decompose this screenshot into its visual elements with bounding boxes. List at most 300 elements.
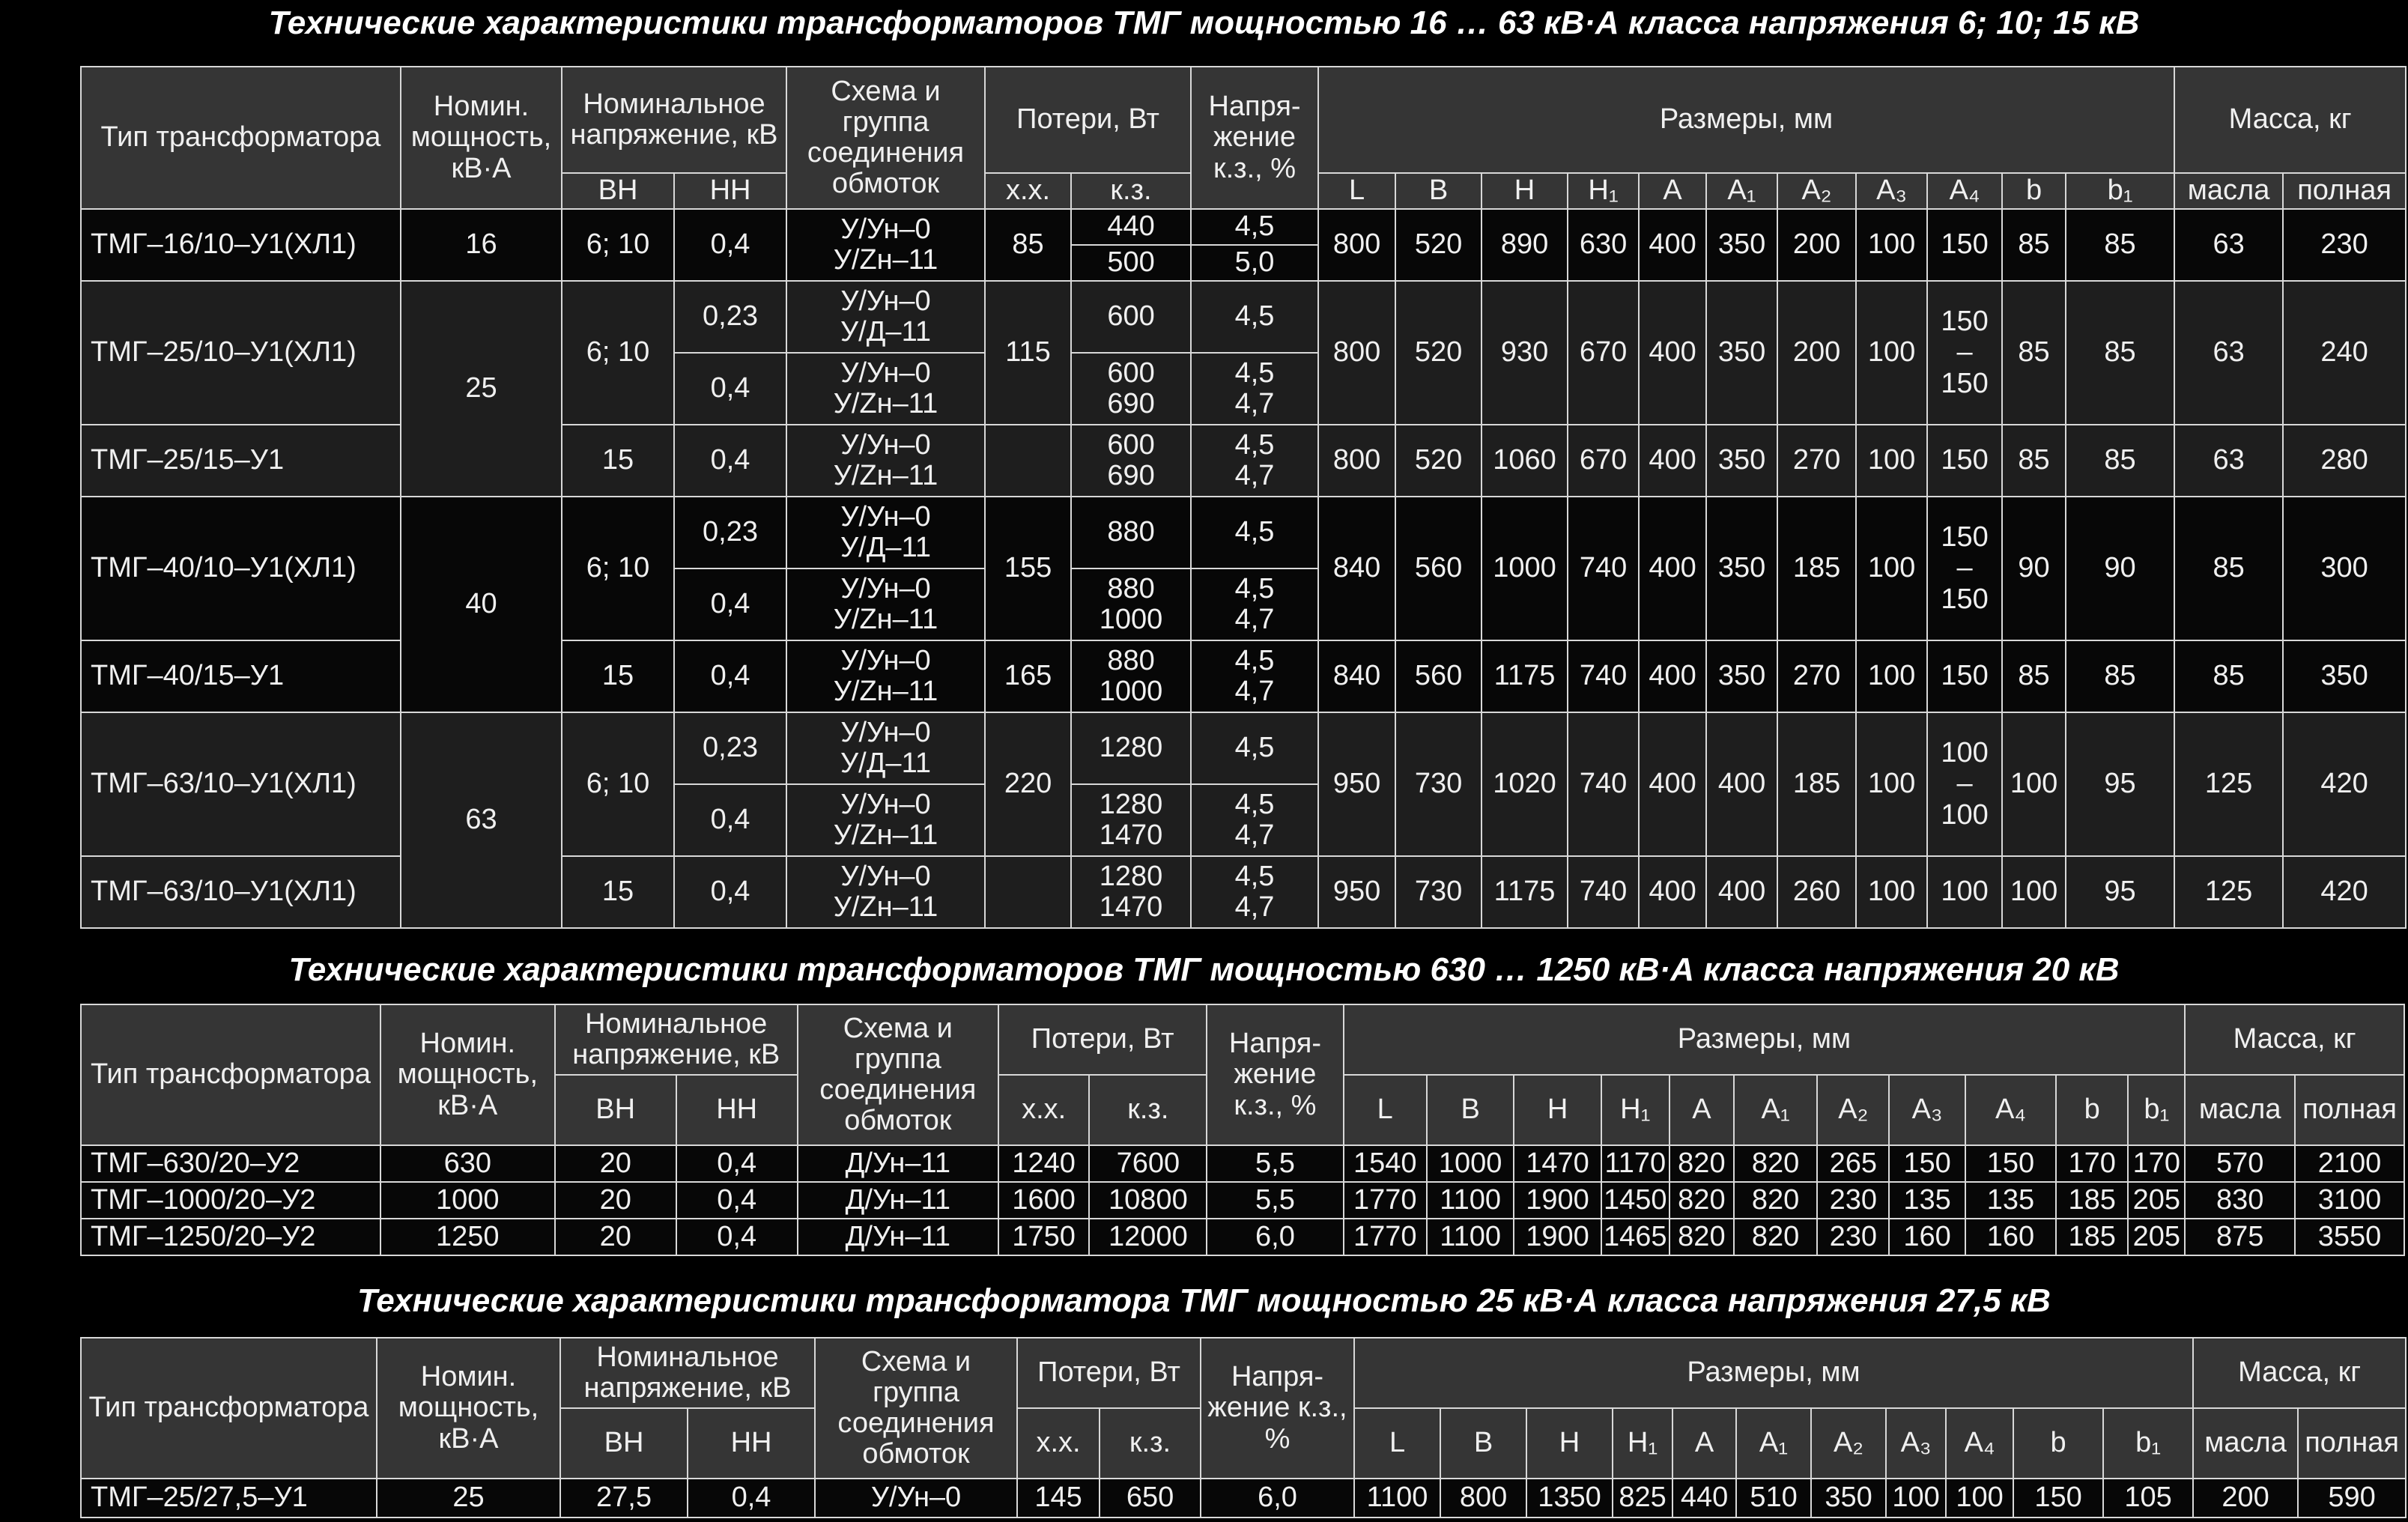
uk-line: 4,7 — [1234, 460, 1275, 491]
dim-A4: 100 — [1946, 1479, 2013, 1518]
kz-cell — [1071, 856, 1191, 928]
dim-H: 1020 — [1482, 712, 1568, 856]
table1-title: Технические характеристики трансформаторов ТМГ мощностью 16 … 63 кВ·А класса напряжения 6; 10; 15 кВ — [268, 4, 2140, 41]
dim-H1: 1465 — [1601, 1219, 1669, 1255]
hdr-losses: Потери, Вт — [998, 1004, 1207, 1075]
mass-full: 280 — [2283, 425, 2406, 497]
uk-cell — [1191, 856, 1318, 928]
dim-H1: 1170 — [1601, 1145, 1669, 1182]
hdr-b1: b₁ — [2103, 1408, 2193, 1479]
dim-b: 100 — [2002, 712, 2066, 856]
dim-A2: 200 — [1777, 209, 1856, 281]
mass-full: 420 — [2283, 856, 2406, 928]
nn-cell: 0,23 — [674, 281, 786, 353]
hdr-A3: A₃ — [1856, 173, 1927, 209]
dim-b: 85 — [2002, 209, 2066, 281]
mass-oil: 570 — [2185, 1145, 2295, 1182]
mass-oil: 63 — [2174, 209, 2283, 281]
dim-b1: 95 — [2066, 712, 2174, 856]
dim-H: 1350 — [1526, 1479, 1613, 1518]
dim-A1: 350 — [1706, 497, 1777, 640]
hdr-A1: A₁ — [1706, 173, 1777, 209]
hdr-H1: H₁ — [1601, 1075, 1669, 1145]
kz-line: 1280 — [1099, 860, 1163, 892]
hdr-b: b — [2056, 1075, 2128, 1145]
dim-H: 1000 — [1482, 497, 1568, 640]
kz-line: 880 — [1107, 572, 1155, 604]
type-cell: ТМГ–25/10–У1(ХЛ1) — [81, 281, 401, 425]
dim-B: 800 — [1440, 1479, 1526, 1518]
hdr-losses: Потери, Вт — [1017, 1338, 1201, 1408]
dim-A: 400 — [1639, 281, 1706, 425]
dim-A3: 100 — [1856, 712, 1927, 856]
hdr-mass: Масса, кг — [2174, 67, 2406, 173]
dim-L: 800 — [1318, 425, 1395, 497]
type-cell: ТМГ–63/10–У1(ХЛ1) — [81, 712, 401, 856]
nn-cell: 0,4 — [688, 1479, 815, 1518]
uk-line: 4,5 — [1234, 860, 1275, 892]
xx-cell-empty — [985, 856, 1071, 928]
mass-full: 3100 — [2295, 1182, 2404, 1219]
dim-H: 1060 — [1482, 425, 1568, 497]
table2-title: Технические характеристики трансформаторов ТМГ мощностью 630 … 1250 кВ·А класса напряжения 20 кВ — [288, 951, 2120, 988]
dim-L: 950 — [1318, 856, 1395, 928]
dim-L: 800 — [1318, 281, 1395, 425]
hdr-A: A — [1639, 173, 1706, 209]
hdr-A3: A₃ — [1889, 1075, 1965, 1145]
uk-cell: 4,5 — [1191, 281, 1318, 353]
dim-H: 890 — [1482, 209, 1568, 281]
dim-A4: 150 — [1965, 1145, 2056, 1182]
scheme-line: У/Ун–0 — [840, 644, 931, 676]
hdr-b: b — [2002, 173, 2066, 209]
hdr-power: Номин. мощность, кВ·А — [377, 1338, 560, 1479]
table3-title: Технические характеристики трансформатора ТМГ мощностью 25 кВ·А класса напряжения 27,5 кВ — [357, 1282, 2051, 1319]
scheme-line: У/Zн–11 — [833, 460, 938, 491]
dim-A4: 160 — [1965, 1219, 2056, 1255]
hdr-A2: A₂ — [1811, 1408, 1886, 1479]
mass-full: 590 — [2298, 1479, 2406, 1518]
scheme-line: У/Ун–0 — [840, 716, 931, 748]
uk-cell: 5,5 — [1207, 1145, 1343, 1182]
dim-A4-line: 150 — [1941, 583, 1989, 615]
dim-b: 85 — [2002, 281, 2066, 425]
dim-A2: 200 — [1777, 281, 1856, 425]
uk-cell — [1191, 784, 1318, 856]
nn-cell: 0,23 — [674, 712, 786, 784]
hdr-nn: НН — [676, 1075, 798, 1145]
scheme-cell — [786, 784, 985, 856]
scheme-line: У/Zн–11 — [833, 244, 938, 276]
uk-cell: 5,0 — [1191, 245, 1318, 281]
vn-cell: 27,5 — [560, 1479, 688, 1518]
vn-cell: 6; 10 — [562, 281, 674, 425]
xx-cell: 1240 — [998, 1145, 1089, 1182]
dim-b1: 205 — [2128, 1182, 2185, 1219]
hdr-oil: масла — [2174, 173, 2283, 209]
scheme-line: У/Д–11 — [840, 316, 932, 348]
nn-cell: 0,23 — [674, 497, 786, 569]
dim-H1: 670 — [1568, 281, 1639, 425]
dim-A3: 150 — [1889, 1145, 1965, 1182]
uk-line: 4,7 — [1234, 676, 1275, 707]
hdr-type: Тип трансформатора — [81, 67, 401, 209]
kz-cell: 12000 — [1089, 1219, 1207, 1255]
dim-A3: 100 — [1856, 640, 1927, 712]
hdr-scheme: Схема и группа соединения обмоток — [798, 1004, 998, 1145]
hdr-mass: Масса, кг — [2193, 1338, 2406, 1408]
mass-oil: 875 — [2185, 1219, 2295, 1255]
uk-cell — [1191, 425, 1318, 497]
dim-A4: 150 — [1927, 640, 2002, 712]
dim-A3: 100 — [1856, 425, 1927, 497]
kz-cell: 1280 — [1071, 712, 1191, 784]
dim-A4 — [1927, 497, 2002, 640]
dim-A3: 135 — [1889, 1182, 1965, 1219]
nn-cell: 0,4 — [676, 1145, 798, 1182]
dim-A1: 820 — [1734, 1219, 1817, 1255]
hdr-b1: b₁ — [2128, 1075, 2185, 1145]
dim-A: 400 — [1639, 640, 1706, 712]
dim-A: 400 — [1639, 497, 1706, 640]
scheme-line: У/Ун–0 — [840, 428, 931, 461]
type-cell: ТМГ–16/10–У1(ХЛ1) — [81, 209, 401, 281]
dim-A2: 260 — [1777, 856, 1856, 928]
power-cell: 630 — [380, 1145, 555, 1182]
hdr-A4: A₄ — [1927, 173, 2002, 209]
kz-line: 690 — [1107, 388, 1155, 419]
hdr-L: L — [1354, 1408, 1440, 1479]
hdr-xx: х.х. — [1017, 1408, 1100, 1479]
dim-H1: 740 — [1568, 640, 1639, 712]
hdr-A4: A₄ — [1946, 1408, 2013, 1479]
kz-cell — [1071, 569, 1191, 640]
hdr-oil: масла — [2185, 1075, 2295, 1145]
vn-cell: 15 — [562, 856, 674, 928]
scheme-cell: Д/Ун–11 — [798, 1182, 998, 1219]
nn-cell: 0,4 — [674, 784, 786, 856]
scheme-cell: Д/Ун–11 — [798, 1145, 998, 1182]
dim-A: 400 — [1639, 856, 1706, 928]
dim-b1: 85 — [2066, 640, 2174, 712]
dim-A2: 270 — [1777, 425, 1856, 497]
hdr-A1: A₁ — [1734, 1075, 1817, 1145]
scheme-cell — [786, 353, 985, 425]
hdr-oil: масла — [2193, 1408, 2298, 1479]
scheme-cell: У/Ун–0 — [815, 1479, 1017, 1518]
dim-A2: 185 — [1777, 712, 1856, 856]
uk-line: 4,7 — [1234, 388, 1275, 419]
dim-H1: 1450 — [1601, 1182, 1669, 1219]
spec-table-16-63 — [80, 66, 2407, 929]
dim-B: 1100 — [1427, 1182, 1514, 1219]
power-cell: 16 — [401, 209, 562, 281]
power-cell: 1250 — [380, 1219, 555, 1255]
hdr-xx: х.х. — [998, 1075, 1089, 1145]
dim-L: 1540 — [1344, 1145, 1427, 1182]
type-cell: ТМГ–25/27,5–У1 — [81, 1479, 377, 1518]
mass-full: 420 — [2283, 712, 2406, 856]
kz-line: 1000 — [1099, 604, 1163, 635]
vn-cell: 6; 10 — [562, 712, 674, 856]
dim-L: 950 — [1318, 712, 1395, 856]
mass-oil: 63 — [2174, 425, 2283, 497]
dim-H: 1175 — [1482, 856, 1568, 928]
vn-cell: 15 — [562, 640, 674, 712]
dim-H1: 825 — [1613, 1479, 1672, 1518]
dim-H1: 740 — [1568, 497, 1639, 640]
dim-L: 1770 — [1344, 1182, 1427, 1219]
hdr-A1: A₁ — [1736, 1408, 1811, 1479]
dim-A4-line: 100 — [1941, 798, 1989, 831]
mass-oil: 125 — [2174, 856, 2283, 928]
dim-L: 1100 — [1354, 1479, 1440, 1518]
power-cell: 1000 — [380, 1182, 555, 1219]
dim-b: 185 — [2056, 1219, 2128, 1255]
hdr-nn: НН — [674, 173, 786, 209]
dim-A4-line: – — [1956, 768, 1973, 800]
hdr-A3: A₃ — [1886, 1408, 1946, 1479]
kz-line: 1280 — [1099, 788, 1163, 820]
hdr-nn: НН — [688, 1408, 815, 1479]
hdr-dims: Размеры, мм — [1344, 1004, 2186, 1075]
mass-full: 350 — [2283, 640, 2406, 712]
dim-b: 170 — [2056, 1145, 2128, 1182]
dim-H: 1175 — [1482, 640, 1568, 712]
xx-cell: 145 — [1017, 1479, 1100, 1518]
hdr-dims: Размеры, мм — [1354, 1338, 2193, 1408]
vn-cell: 6; 10 — [562, 209, 674, 281]
hdr-A: A — [1672, 1408, 1736, 1479]
mass-oil: 85 — [2174, 640, 2283, 712]
uk-line: 4,5 — [1234, 788, 1275, 820]
type-cell: ТМГ–25/15–У1 — [81, 425, 401, 497]
dim-A3: 100 — [1856, 209, 1927, 281]
hdr-scheme: Схема и группа соединения обмоток — [786, 67, 985, 209]
nn-cell: 0,4 — [674, 569, 786, 640]
kz-cell: 440 — [1071, 209, 1191, 245]
uk-cell: 6,0 — [1201, 1479, 1354, 1518]
dim-A3: 100 — [1856, 856, 1927, 928]
kz-cell — [1071, 640, 1191, 712]
dim-H: 1470 — [1514, 1145, 1601, 1182]
dim-A4-line: 100 — [1941, 737, 1989, 769]
dim-A3: 100 — [1856, 281, 1927, 425]
dim-L: 1770 — [1344, 1219, 1427, 1255]
uk-cell: 6,0 — [1207, 1219, 1343, 1255]
scheme-line: У/Ун–0 — [840, 788, 931, 820]
scheme-line: У/Zн–11 — [833, 891, 938, 923]
kz-cell: 7600 — [1089, 1145, 1207, 1182]
spec-table-630-1250 — [80, 1004, 2405, 1256]
dim-b: 90 — [2002, 497, 2066, 640]
dim-B: 520 — [1395, 425, 1482, 497]
mass-full: 3550 — [2295, 1219, 2404, 1255]
dim-A3: 160 — [1889, 1219, 1965, 1255]
uk-line: 4,5 — [1234, 357, 1275, 389]
dim-A1: 350 — [1706, 640, 1777, 712]
mass-oil: 85 — [2174, 497, 2283, 640]
uk-line: 4,7 — [1234, 891, 1275, 923]
scheme-line: У/Ун–0 — [840, 572, 931, 604]
dim-A: 820 — [1669, 1182, 1734, 1219]
dim-H1: 740 — [1568, 856, 1639, 928]
scheme-cell — [786, 640, 985, 712]
hdr-b1: b₁ — [2066, 173, 2174, 209]
dim-A4-line: 150 — [1941, 306, 1989, 338]
type-cell: ТМГ–1000/20–У2 — [81, 1182, 380, 1219]
dim-H: 1900 — [1514, 1219, 1601, 1255]
dim-A4-line: – — [1956, 336, 1973, 369]
dim-A: 400 — [1639, 712, 1706, 856]
dim-b: 185 — [2056, 1182, 2128, 1219]
hdr-A2: A₂ — [1817, 1075, 1889, 1145]
dim-B: 1100 — [1427, 1219, 1514, 1255]
dim-A2: 230 — [1817, 1219, 1889, 1255]
xx-cell: 85 — [985, 209, 1071, 281]
dim-b1: 90 — [2066, 497, 2174, 640]
hdr-A2: A₂ — [1777, 173, 1856, 209]
kz-cell: 650 — [1100, 1479, 1201, 1518]
type-cell: ТМГ–1250/20–У2 — [81, 1219, 380, 1255]
kz-line: 600 — [1107, 428, 1155, 461]
hdr-power: Номин. мощность, кВ·А — [401, 67, 562, 209]
type-cell: ТМГ–63/10–У1(ХЛ1) — [81, 856, 401, 928]
hdr-xx: х.х. — [985, 173, 1071, 209]
mass-oil: 125 — [2174, 712, 2283, 856]
kz-line: 1470 — [1099, 891, 1163, 923]
dim-b1: 85 — [2066, 281, 2174, 425]
scheme-line: У/Zн–11 — [833, 819, 938, 851]
scheme-line: У/Ун–0 — [840, 500, 931, 533]
hdr-H: H — [1526, 1408, 1613, 1479]
nn-cell: 0,4 — [674, 640, 786, 712]
xx-cell: 155 — [985, 497, 1071, 640]
hdr-vn: ВН — [555, 1075, 676, 1145]
vn-cell: 20 — [555, 1219, 676, 1255]
hdr-scheme: Схема и группа соединения обмоток — [815, 1338, 1017, 1479]
dim-A1: 350 — [1706, 425, 1777, 497]
dim-H1: 740 — [1568, 712, 1639, 856]
scheme-cell: Д/Ун–11 — [798, 1219, 998, 1255]
uk-cell: 4,5 — [1191, 712, 1318, 784]
dim-B: 1000 — [1427, 1145, 1514, 1182]
kz-cell: 10800 — [1089, 1182, 1207, 1219]
mass-oil: 63 — [2174, 281, 2283, 425]
hdr-mass: Масса, кг — [2185, 1004, 2404, 1075]
hdr-uk: Напря- жение к.з., % — [1191, 67, 1318, 209]
dim-A4 — [1927, 281, 2002, 425]
kz-line: 1000 — [1099, 676, 1163, 707]
nn-cell: 0,4 — [674, 856, 786, 928]
dim-L: 800 — [1318, 209, 1395, 281]
hdr-kz: к.з. — [1100, 1408, 1201, 1479]
kz-cell: 880 — [1071, 497, 1191, 569]
dim-A: 820 — [1669, 1145, 1734, 1182]
kz-cell — [1071, 784, 1191, 856]
uk-line: 4,5 — [1234, 572, 1275, 604]
xx-cell: 115 — [985, 281, 1071, 425]
hdr-uk: Напря- жение к.з., % — [1201, 1338, 1354, 1479]
kz-line: 880 — [1107, 644, 1155, 676]
mass-oil: 200 — [2193, 1479, 2298, 1518]
uk-line: 4,5 — [1234, 428, 1275, 461]
xx-cell: 1600 — [998, 1182, 1089, 1219]
nn-cell: 0,4 — [674, 209, 786, 281]
hdr-H: H — [1514, 1075, 1601, 1145]
xx-cell-empty — [985, 425, 1071, 497]
scheme-cell — [786, 712, 985, 784]
dim-B: 560 — [1395, 497, 1482, 640]
vn-cell: 6; 10 — [562, 497, 674, 640]
hdr-B: B — [1440, 1408, 1526, 1479]
dim-A: 440 — [1672, 1479, 1736, 1518]
dim-b1: 95 — [2066, 856, 2174, 928]
dim-A4-line: 150 — [1941, 367, 1989, 399]
kz-cell — [1071, 353, 1191, 425]
dim-A2: 270 — [1777, 640, 1856, 712]
scheme-line: У/Ун–0 — [840, 285, 931, 317]
dim-b1: 105 — [2103, 1479, 2193, 1518]
scheme-line: У/Ун–0 — [840, 860, 931, 892]
hdr-A: A — [1669, 1075, 1734, 1145]
hdr-kz: к.з. — [1071, 173, 1191, 209]
dim-L: 840 — [1318, 640, 1395, 712]
dim-A4: 150 — [1927, 209, 2002, 281]
dim-B: 730 — [1395, 856, 1482, 928]
mass-full: 2100 — [2295, 1145, 2404, 1182]
hdr-full: полная — [2295, 1075, 2404, 1145]
hdr-vn: ВН — [560, 1408, 688, 1479]
kz-cell: 600 — [1071, 281, 1191, 353]
nn-cell: 0,4 — [676, 1182, 798, 1219]
scheme-line: У/Ун–0 — [840, 357, 931, 389]
dim-H: 1900 — [1514, 1182, 1601, 1219]
dim-B: 520 — [1395, 209, 1482, 281]
spec-table-27-5kv — [80, 1337, 2407, 1518]
dim-A4-line: 150 — [1941, 521, 1989, 554]
dim-A: 400 — [1639, 425, 1706, 497]
scheme-cell — [786, 425, 985, 497]
hdr-H: H — [1482, 173, 1568, 209]
dim-A1: 820 — [1734, 1145, 1817, 1182]
dim-A3: 100 — [1886, 1479, 1946, 1518]
dim-A4 — [1927, 712, 2002, 856]
dim-A: 400 — [1639, 209, 1706, 281]
hdr-voltage: Номинальное напряжение, кВ — [555, 1004, 798, 1075]
dim-H1: 670 — [1568, 425, 1639, 497]
scheme-cell — [786, 856, 985, 928]
dim-A4: 100 — [1927, 856, 2002, 928]
power-cell: 25 — [377, 1479, 560, 1518]
hdr-H1: H₁ — [1613, 1408, 1672, 1479]
scheme-line: У/Zн–11 — [833, 388, 938, 419]
hdr-type: Тип трансформатора — [81, 1004, 380, 1145]
scheme-line: У/Д–11 — [840, 532, 932, 563]
dim-b1: 170 — [2128, 1145, 2185, 1182]
kz-line: 690 — [1107, 460, 1155, 491]
xx-cell: 1750 — [998, 1219, 1089, 1255]
hdr-B: B — [1395, 173, 1482, 209]
dim-A1: 510 — [1736, 1479, 1811, 1518]
dim-A1: 350 — [1706, 209, 1777, 281]
hdr-H1: H₁ — [1568, 173, 1639, 209]
kz-cell: 500 — [1071, 245, 1191, 281]
hdr-type: Тип трансформатора — [81, 1338, 377, 1479]
hdr-power: Номин. мощность, кВ·А — [380, 1004, 555, 1145]
dim-b: 85 — [2002, 640, 2066, 712]
kz-line: 600 — [1107, 357, 1155, 389]
